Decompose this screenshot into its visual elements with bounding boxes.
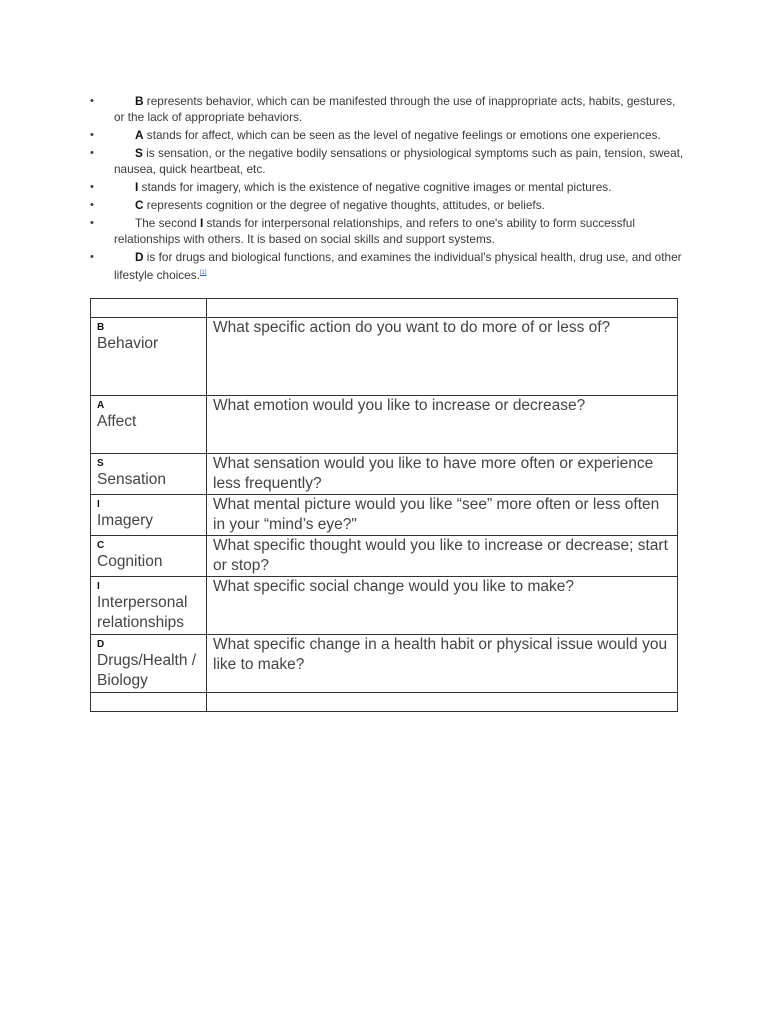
- modality-letter: C: [97, 540, 105, 551]
- modality-term: Interpersonal relationships: [97, 594, 188, 631]
- question-cell: What specific social change would you like to make?: [207, 577, 678, 635]
- bullet-dot: •: [90, 181, 94, 193]
- bullet-text: represents behavior, which can be manifested through the use of inappropriate acts, habits, gestures, or the lack of appropriate behaviors.: [114, 94, 676, 124]
- empty-cell: [91, 299, 207, 318]
- modality-letter: B: [97, 322, 105, 333]
- bullet-letter: A: [135, 128, 144, 142]
- modality-letter: I: [97, 499, 100, 510]
- modality-cell: [91, 396, 207, 454]
- empty-cell: [207, 693, 678, 712]
- modality-letter: A: [97, 400, 105, 411]
- modality-letter: I: [97, 581, 100, 592]
- modality-cell: [91, 536, 207, 577]
- table-row: [91, 396, 678, 454]
- table-row: [91, 635, 678, 693]
- question-cell: What emotion would you like to increase or decrease?: [207, 396, 678, 454]
- table-row: [91, 577, 678, 635]
- bullet-text: stands for affect, which can be seen as the level of negative feelings or emotions one experiences.: [143, 128, 661, 142]
- empty-cell: [207, 299, 678, 318]
- bullet-dot: •: [90, 147, 94, 159]
- basic-id-table: [90, 298, 678, 712]
- modality-term: Affect: [97, 413, 137, 430]
- bullet-item: [88, 249, 688, 283]
- modality-cell: [91, 454, 207, 495]
- table-footer-row-empty: [91, 693, 678, 712]
- modality-cell: [91, 577, 207, 635]
- footnote-link[interactable]: [1]: [199, 270, 207, 276]
- bullet-letter: S: [135, 146, 143, 160]
- bullet-letter: I: [135, 180, 139, 194]
- bullet-text: is sensation, or the negative bodily sensations or physiological symptoms such as pain, tension, sweat, nausea, quick heartbeat, etc.: [114, 146, 684, 176]
- bullet-item: [88, 145, 688, 177]
- question-cell: What sensation would you like to have more often or experience less frequently?: [207, 454, 678, 495]
- bullet-item: [88, 179, 688, 195]
- modality-term: Behavior: [97, 335, 159, 352]
- bullet-item: [88, 127, 688, 143]
- bullet-letter: D: [135, 250, 144, 264]
- bullet-letter: B: [135, 94, 144, 108]
- bullet-letter: I: [199, 216, 204, 230]
- bullet-letter: C: [135, 198, 144, 212]
- bullet-dot: •: [90, 129, 94, 141]
- modality-cell: [91, 635, 207, 693]
- bullet-text: stands for interpersonal relationships, and refers to one's ability to form successful relationships with others. It is based on social skills and support systems.: [114, 216, 635, 246]
- modality-term: Cognition: [97, 553, 163, 570]
- modality-term: Imagery: [97, 512, 153, 529]
- table-row: [91, 318, 678, 396]
- table-row: [91, 495, 678, 536]
- bullet-item: [88, 197, 688, 213]
- bullet-text: represents cognition or the degree of negative thoughts, attitudes, or beliefs.: [143, 198, 545, 212]
- modality-letter: D: [97, 639, 105, 650]
- modality-cell: [91, 318, 207, 396]
- question-cell: What specific thought would you like to increase or decrease; start or stop?: [207, 536, 678, 577]
- bullet-dot: •: [90, 95, 94, 107]
- bullet-dot: •: [90, 217, 94, 229]
- question-cell: What mental picture would you like “see” more often or less often in your “mind’s eye?": [207, 495, 678, 536]
- bullet-text: stands for imagery, which is the existence of negative cognitive images or mental pictures.: [138, 180, 612, 194]
- empty-cell: [91, 693, 207, 712]
- modality-cell: [91, 495, 207, 536]
- modality-term: Sensation: [97, 471, 166, 488]
- bullet-item: [88, 215, 688, 247]
- table-header-row-empty: [91, 299, 678, 318]
- modality-letter: S: [97, 458, 104, 469]
- bullet-item: [88, 93, 688, 125]
- question-cell: What specific action do you want to do more of or less of?: [207, 318, 678, 396]
- basic-id-bullet-list: [88, 93, 688, 285]
- table-row: [91, 454, 678, 495]
- table-row: [91, 536, 678, 577]
- bullet-dot: •: [90, 199, 94, 211]
- question-cell: What specific change in a health habit or physical issue would you like to make?: [207, 635, 678, 693]
- bullet-dot: •: [90, 251, 94, 263]
- bullet-prefix: The second: [135, 216, 200, 230]
- modality-term: Drugs/Health / Biology: [97, 652, 197, 689]
- bullet-text: is for drugs and biological functions, and examines the individual's physical health, drug use, and other lifestyle choices.: [114, 250, 682, 282]
